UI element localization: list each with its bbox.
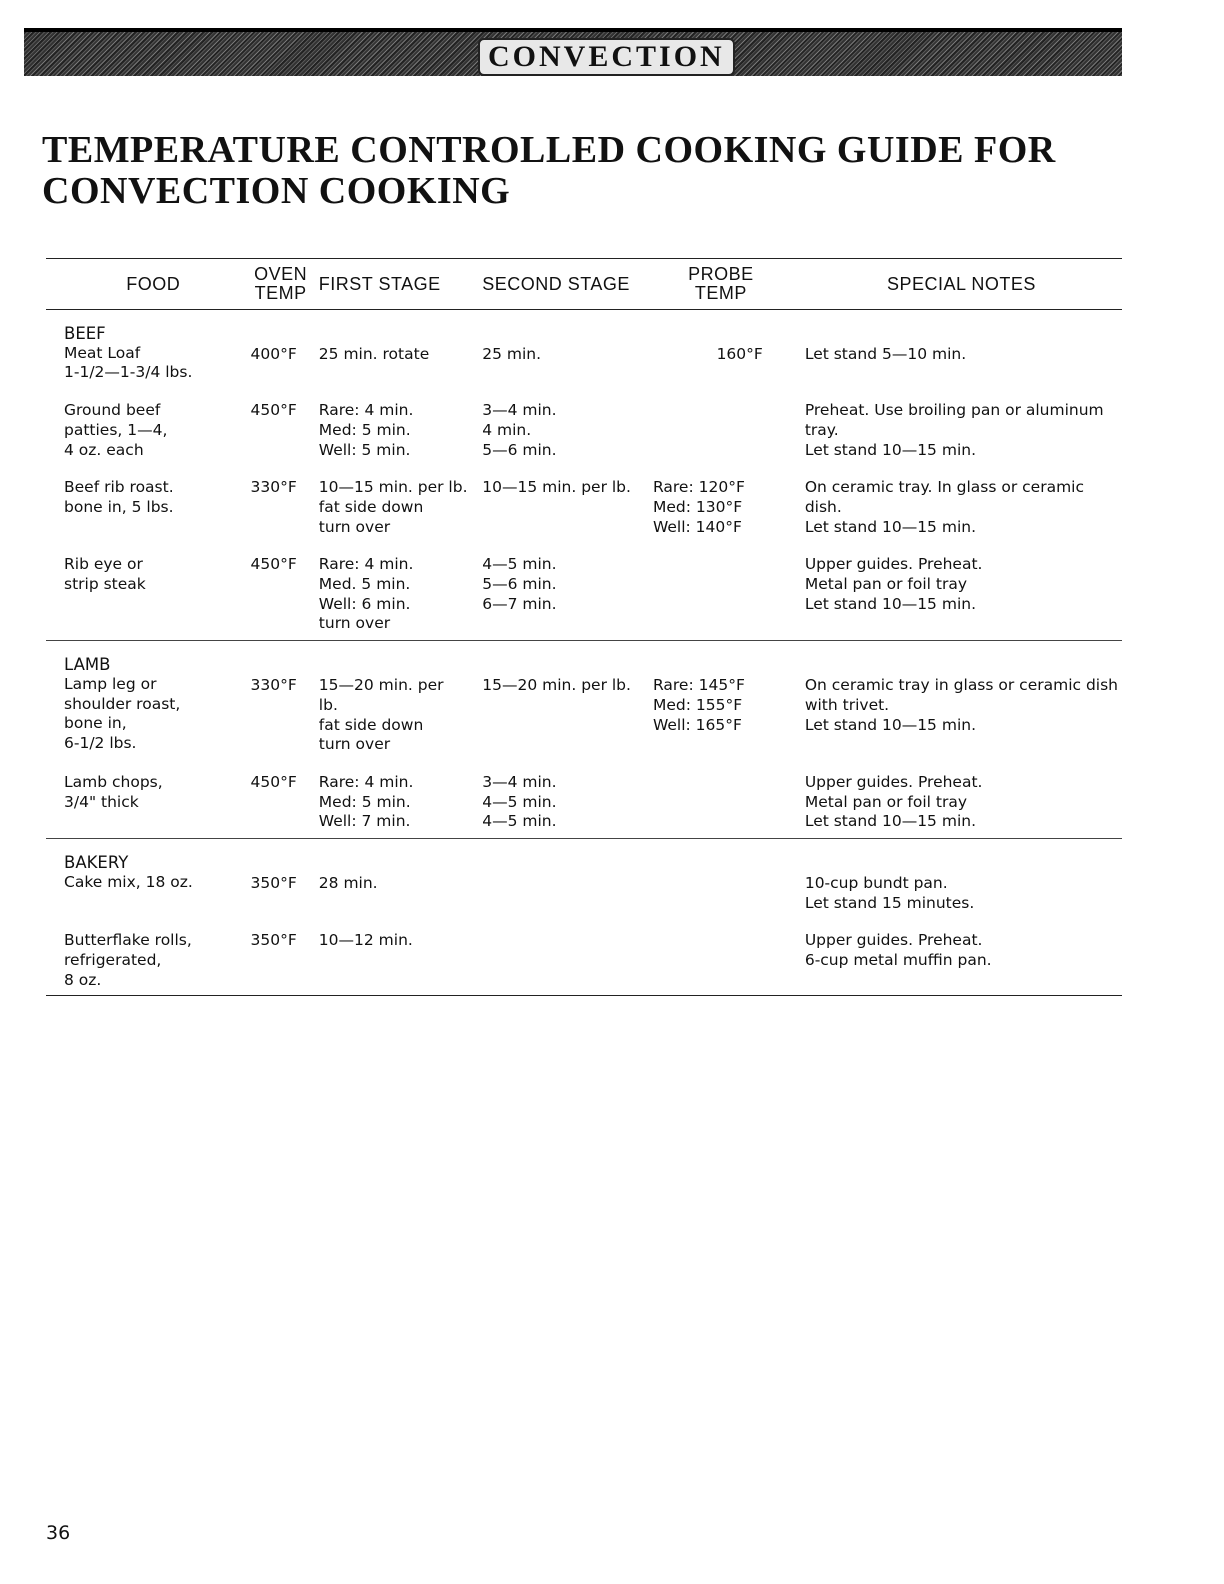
probe-line: Rare: 145°F: [652, 676, 745, 695]
cell-second: [478, 755, 649, 839]
cell-notes: [793, 537, 1122, 640]
second-line: 6—7 min.: [482, 594, 557, 613]
cell-second: [478, 460, 649, 537]
cell-oven: [247, 839, 315, 914]
food-line: Butterflake rolls,: [64, 931, 192, 950]
title-line-1: TEMPERATURE CONTROLLED COOKING GUIDE FOR: [42, 129, 1056, 171]
food-line: bone in,: [64, 714, 127, 733]
notes-line: dish.: [804, 497, 842, 516]
probe-line: Med: 155°F: [652, 695, 743, 714]
notes-line: On ceramic tray in glass or ceramic dish: [804, 676, 1118, 695]
second-line: 3—4 min.: [482, 401, 557, 420]
table-row: [46, 913, 1122, 995]
notes-line: Upper guides. Preheat.: [804, 555, 983, 574]
cell-probe: [649, 383, 793, 460]
section-heading: LAMB: [64, 655, 111, 675]
oven-value: 450°F: [250, 772, 297, 791]
cell-first: [315, 537, 478, 640]
table-row: [46, 310, 1122, 384]
header-oven-temp-line-2: TEMP: [254, 283, 307, 303]
oven-value: 330°F: [250, 676, 297, 695]
cell-second: [478, 839, 649, 914]
oven-value: 330°F: [250, 478, 297, 497]
header-probe-temp-line-1: PROBE: [688, 264, 754, 284]
notes-line: Let stand 10—15 min.: [804, 715, 977, 734]
first-line: Rare: 4 min.: [318, 555, 414, 574]
page-title: [42, 130, 1142, 212]
header-oven-temp-line-1: OVEN: [254, 264, 308, 284]
cell-probe: [649, 839, 793, 914]
cell-second: [478, 383, 649, 460]
probe-line: Well: 140°F: [652, 517, 742, 536]
first-line: lb.: [318, 695, 338, 714]
food-line: 6-1/2 lbs.: [64, 733, 137, 752]
first-line: Well: 7 min.: [318, 812, 411, 831]
notes-line: 10-cup bundt pan.: [804, 874, 948, 893]
table-row: [46, 839, 1122, 914]
second-line: 25 min.: [482, 345, 542, 363]
notes-line: Let stand 10—15 min.: [804, 594, 977, 613]
first-line: Rare: 4 min.: [318, 401, 414, 420]
first-line: 10—12 min.: [318, 931, 413, 950]
header-special-notes: SPECIAL NOTES: [793, 259, 1122, 310]
cell-oven: [247, 755, 315, 839]
notes-line: Upper guides. Preheat.: [804, 772, 983, 791]
cell-first: [315, 310, 478, 384]
second-line: 4—5 min.: [482, 792, 557, 811]
first-line: 25 min. rotate: [318, 345, 430, 363]
cell-first: [315, 839, 478, 914]
page-number: 36: [46, 1522, 71, 1544]
cell-second: [478, 310, 649, 384]
food-line: bone in, 5 lbs.: [64, 497, 174, 516]
cell-second: [478, 641, 649, 755]
second-line: 15—20 min. per lb.: [482, 676, 631, 695]
table-body: [46, 310, 1122, 996]
food-line: 3/4" thick: [64, 792, 139, 811]
header-probe-temp-line-2: TEMP: [694, 283, 747, 303]
section-banner: [24, 28, 1122, 76]
cell-food: [46, 641, 247, 755]
first-line: fat side down: [318, 715, 424, 734]
first-line: 15—20 min. per: [318, 676, 444, 695]
section-heading: BEEF: [64, 324, 106, 343]
food-line: Lamp leg or: [64, 674, 157, 693]
cell-food: [46, 310, 247, 384]
notes-line: 6-cup metal muffin pan.: [804, 951, 992, 970]
table-row: [46, 755, 1122, 839]
food-line: refrigerated,: [64, 951, 162, 970]
cell-food: [46, 537, 247, 640]
cell-probe: [649, 460, 793, 537]
food-line: patties, 1—4,: [64, 420, 168, 439]
first-line: fat side down: [318, 497, 424, 516]
cell-notes: [793, 641, 1122, 755]
probe-line: 160°F: [716, 345, 763, 363]
second-line: 3—4 min.: [482, 772, 557, 791]
cell-oven: [247, 460, 315, 537]
notes-line: On ceramic tray. In glass or ceramic: [804, 478, 1085, 497]
food-line: 4 oz. each: [64, 440, 144, 459]
header-second-stage: SECOND STAGE: [478, 259, 649, 310]
header-oven-temp: [247, 259, 315, 310]
second-line: 5—6 min.: [482, 575, 557, 594]
first-line: 28 min.: [318, 874, 378, 893]
oven-value: 450°F: [250, 555, 297, 574]
table-row: [46, 537, 1122, 640]
cell-food: [46, 755, 247, 839]
first-line: Well: 6 min.: [318, 594, 411, 613]
cell-probe: [649, 913, 793, 995]
cell-food: [46, 913, 247, 995]
probe-line: Med: 130°F: [652, 497, 743, 516]
cell-first: [315, 913, 478, 995]
second-line: 10—15 min. per lb.: [482, 478, 631, 497]
food-line: strip steak: [64, 575, 146, 594]
second-line: 4 min.: [482, 420, 532, 439]
cell-second: [478, 537, 649, 640]
notes-line: Upper guides. Preheat.: [804, 931, 983, 950]
probe-line: Well: 165°F: [652, 715, 742, 734]
notes-line: Metal pan or foil tray: [804, 792, 968, 811]
cell-notes: [793, 913, 1122, 995]
cell-first: [315, 641, 478, 755]
cell-oven: [247, 310, 315, 384]
section-heading: BAKERY: [64, 853, 129, 873]
first-line: Rare: 4 min.: [318, 772, 414, 791]
table-row: [46, 460, 1122, 537]
food-line: shoulder roast,: [64, 694, 181, 713]
cell-probe: [649, 755, 793, 839]
notes-line: Let stand 5—10 min.: [804, 345, 967, 363]
first-line: Med. 5 min.: [318, 575, 411, 594]
cell-food: [46, 460, 247, 537]
first-line: turn over: [318, 735, 391, 754]
cell-food: [46, 383, 247, 460]
second-line: 4—5 min.: [482, 555, 557, 574]
first-line: Med: 5 min.: [318, 792, 411, 811]
title-line-2: CONVECTION COOKING: [42, 170, 511, 212]
oven-value: 450°F: [250, 401, 297, 420]
first-line: turn over: [318, 614, 391, 633]
notes-line: Let stand 10—15 min.: [804, 440, 977, 459]
cell-first: [315, 755, 478, 839]
header-food: FOOD: [46, 259, 247, 310]
cell-food: [46, 839, 247, 914]
notes-line: Let stand 10—15 min.: [804, 517, 977, 536]
cell-probe: [649, 641, 793, 755]
first-line: turn over: [318, 517, 391, 536]
first-line: 10—15 min. per lb.: [318, 478, 468, 497]
oven-value: 350°F: [250, 931, 297, 950]
cell-oven: [247, 913, 315, 995]
notes-line: Let stand 10—15 min.: [804, 812, 977, 831]
cell-notes: [793, 383, 1122, 460]
cell-oven: [247, 537, 315, 640]
notes-line: Metal pan or foil tray: [804, 575, 968, 594]
oven-value: 400°F: [250, 345, 297, 363]
notes-line: with trivet.: [804, 695, 890, 714]
header-first-stage: FIRST STAGE: [315, 259, 478, 310]
first-line: Med: 5 min.: [318, 420, 411, 439]
cell-notes: [793, 310, 1122, 384]
cell-notes: [793, 460, 1122, 537]
cooking-guide-table: [46, 258, 1122, 996]
second-line: 4—5 min.: [482, 812, 557, 831]
food-line: Ground beef: [64, 401, 161, 420]
food-line: Rib eye or: [64, 555, 143, 574]
food-line: Meat Loaf: [64, 343, 141, 362]
first-line: Well: 5 min.: [318, 440, 411, 459]
food-line: 8 oz.: [64, 970, 102, 989]
cell-first: [315, 383, 478, 460]
table-row: [46, 641, 1122, 755]
cell-probe: [649, 310, 793, 384]
cell-second: [478, 913, 649, 995]
food-line: 1-1/2—1-3/4 lbs.: [64, 363, 193, 382]
food-line: Beef rib roast.: [64, 478, 174, 497]
cell-notes: [793, 755, 1122, 839]
notes-line: Let stand 15 minutes.: [804, 893, 975, 912]
cell-notes: [793, 839, 1122, 914]
cell-oven: [247, 383, 315, 460]
header-probe-temp: [649, 259, 793, 310]
cell-first: [315, 460, 478, 537]
cell-probe: [649, 537, 793, 640]
food-line: Cake mix, 18 oz.: [64, 872, 193, 891]
notes-line: tray.: [804, 420, 839, 439]
cell-oven: [247, 641, 315, 755]
probe-line: Rare: 120°F: [652, 478, 745, 497]
food-line: Lamb chops,: [64, 772, 163, 791]
table-row: [46, 383, 1122, 460]
oven-value: 350°F: [250, 874, 297, 893]
table-header-row: [46, 259, 1122, 310]
banner-label: CONVECTION: [478, 38, 735, 76]
notes-line: Preheat. Use broiling pan or aluminum: [804, 401, 1104, 420]
second-line: 5—6 min.: [482, 440, 557, 459]
